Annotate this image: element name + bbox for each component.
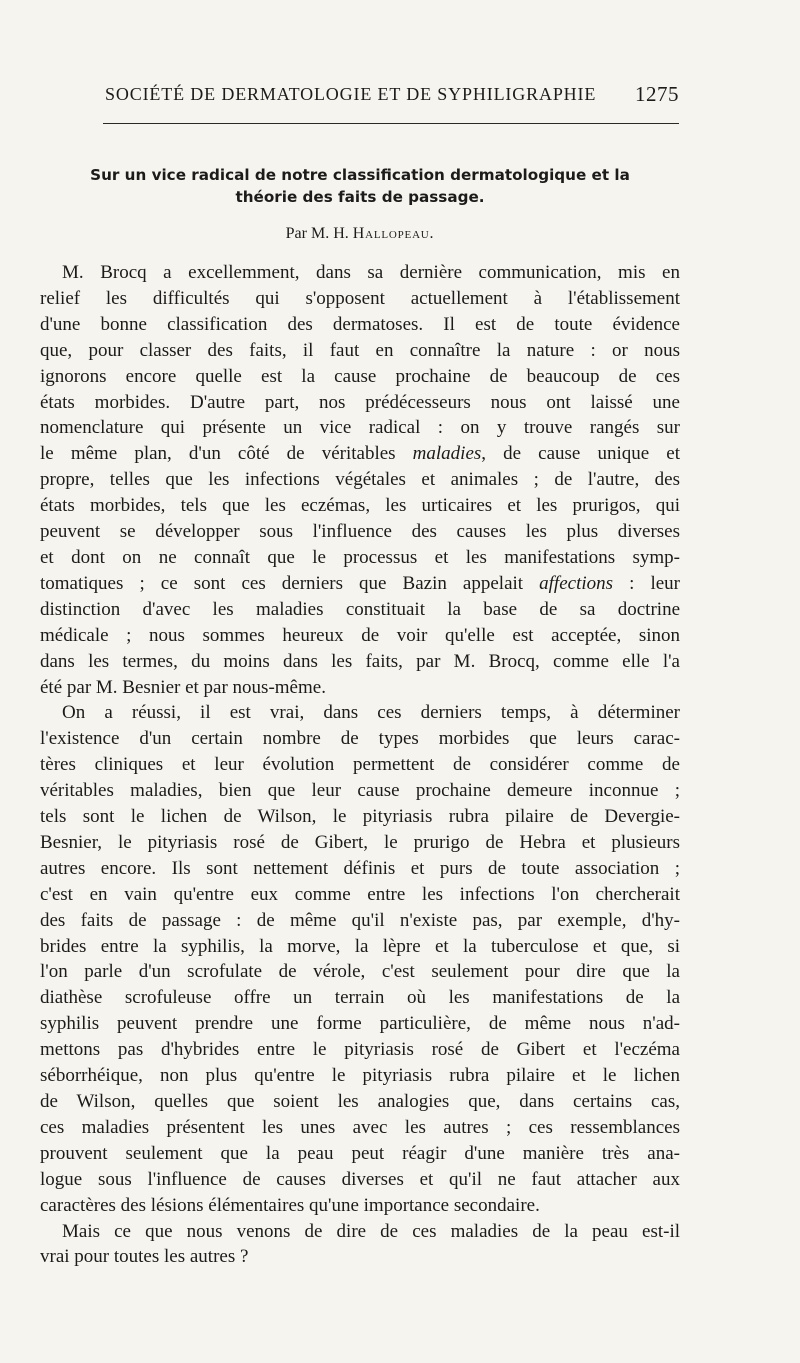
text-line: c'est en vain qu'entre eux comme entre les infections l'on chercherait (40, 883, 680, 905)
text-line: diathèse scrofuleuse offre un terrain où les manifestations de la (40, 987, 680, 1009)
text-line: M. Brocq a excellemment, dans sa dernière communication, mis en (62, 262, 680, 283)
text-line: des faits de passage : de même qu'il n'existe pas, par exemple, d'hy- (40, 909, 680, 931)
page-number: 1275 (635, 82, 679, 106)
paragraph (40, 700, 680, 1218)
byline-prefix: Par M. H. (285, 225, 349, 242)
text-line: prouvent seulement que la peau peut réagir d'une manière très ana- (40, 1142, 680, 1164)
italic-term: maladies (412, 443, 482, 465)
text-line: été par M. Besnier et par nous-même. (40, 676, 326, 698)
text-line: médicale ; nous sommes heureux de voir qu'elle est acceptée, sinon (40, 624, 680, 646)
text-line: propre, telles que les infections végétales et animales ; de l'autre, des (40, 469, 680, 491)
text-line: d'une bonne classification des dermatoses. Il est de toute évidence (40, 313, 680, 335)
text-line: nomenclature qui présente un vice radical : on y trouve rangés sur (40, 417, 680, 439)
text-line: tels sont le lichen de Wilson, le pityriasis rubra pilaire de Devergie- (40, 806, 680, 828)
header-rule (103, 123, 679, 124)
text-line: Mais ce que nous venons de dire de ces maladies de la peau est-il (62, 1220, 680, 1242)
text-line: mettons pas d'hybrides entre le pityriasis rosé de Gibert et l'eczéma (40, 1039, 680, 1061)
text-line: de Wilson, quelles que soient les analogies que, dans certains cas, (40, 1091, 680, 1112)
text-line: vrai pour toutes les autres ? (40, 1246, 249, 1268)
text-line (40, 571, 680, 597)
text-run: , de cause unique et (481, 443, 680, 465)
text-run: tomatiques ; ce sont ces derniers que Bazin appelait (40, 572, 540, 594)
text-line: Besnier, le pityriasis rosé de Gibert, le prurigo de Hebra et plusieurs (40, 831, 680, 853)
text-line: véritables maladies, bien que leur cause prochaine demeure inconnue ; (40, 780, 680, 802)
text-line: logue sous l'influence de causes diverses et qu'il ne faut attacher aux (40, 1168, 680, 1190)
text-line: On a réussi, il est vrai, dans ces derniers temps, à déterminer (62, 702, 680, 724)
article-body (40, 260, 680, 1270)
text-line: caractères des lésions élémentaires qu'une importance secondaire. (40, 1194, 540, 1216)
text-line (40, 441, 680, 467)
text-line: l'existence d'un certain nombre de types morbides que leurs carac- (40, 728, 680, 750)
text-line: brides entre la syphilis, la morve, la lèpre et la tuberculose et que, si (40, 935, 680, 957)
text-run: le même plan, d'un côté de véritables (40, 443, 413, 465)
byline-author: Hallopeau. (352, 225, 435, 242)
text-line: ces maladies présentent les unes avec les autres ; ces ressemblances (40, 1116, 680, 1138)
text-line: que, pour classer des faits, il faut en connaître la nature : or nous (40, 339, 680, 361)
byline (40, 224, 680, 244)
text-line: peuvent se développer sous l'influence des causes les plus diverses (40, 521, 680, 543)
text-line: tères cliniques et leur évolution permettent de considérer comme de (40, 754, 680, 776)
running-title: SOCIÉTÉ DE DERMATOLOGIE ET DE SYPHILIGRAPHIE (105, 84, 597, 104)
article-title-line: Sur un vice radical de notre classification dermatologique et la (90, 166, 630, 184)
text-line: ignorons encore quelle est la cause prochaine de beaucoup de ces (40, 365, 680, 387)
text-line: dans les termes, du moins dans les faits, par M. Brocq, comme elle l'a (40, 650, 680, 672)
text-line: relief les difficultés qui s'opposent actuellement à l'établissement (40, 287, 680, 309)
running-header (105, 84, 679, 110)
text-run: : leur (613, 572, 680, 594)
article-title-line: théorie des faits de passage. (235, 188, 485, 206)
text-line: états morbides, tels que les eczémas, les urticaires et les prurigos, qui (40, 495, 680, 517)
paragraph (40, 1219, 680, 1271)
text-line: distinction d'avec les maladies constituait la base de sa doctrine (40, 598, 680, 620)
text-line: l'on parle d'un scrofulate de vérole, c'est seulement pour dire que la (40, 961, 680, 983)
italic-term: affections (539, 572, 614, 594)
text-line: et dont on ne connaît que le processus et les manifestations symp- (40, 546, 680, 568)
paragraph (40, 260, 680, 700)
text-line: états morbides. D'autre part, nos prédécesseurs nous ont laissé une (40, 391, 680, 413)
text-line: séborrhéique, non plus qu'entre le pityriasis rubra pilaire et le lichen (40, 1065, 680, 1087)
text-line: autres encore. Ils sont nettement définis et purs de toute association ; (40, 857, 680, 879)
text-line: syphilis peuvent prendre une forme particulière, de même nous n'ad- (40, 1013, 680, 1035)
article-title (40, 164, 680, 208)
